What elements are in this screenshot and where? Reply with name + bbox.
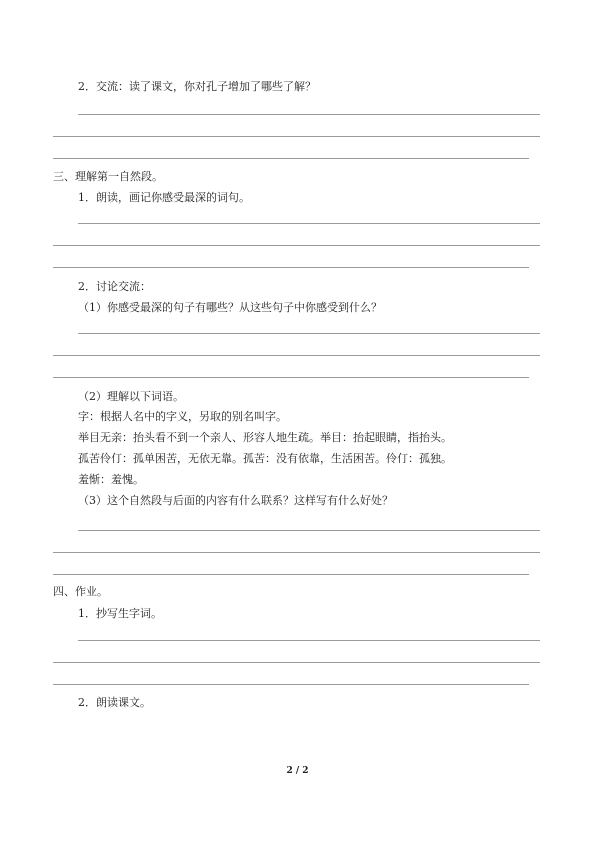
answer-line [53, 158, 529, 159]
answer-line [78, 114, 540, 115]
answer-line [78, 640, 540, 641]
question-discussion: 2．讨论交流： [78, 280, 151, 293]
section-heading-4: 四、作业。 [53, 585, 108, 598]
answer-line [53, 355, 540, 356]
homework-copy: 1．抄写生字词。 [78, 607, 162, 620]
answer-line [78, 333, 540, 334]
answer-line [53, 377, 529, 378]
question-interaction: 2．交流：读了课文，你对孔子增加了哪些了解？ [78, 80, 316, 93]
definition-jumuwuqin: 举目无亲：抬头看不到一个亲人、形容人地生疏。举目：抬起眼睛，指抬头。 [78, 431, 452, 444]
answer-line [53, 684, 529, 685]
answer-line [53, 267, 529, 268]
question-read-aloud: 1．朗读，画记你感受最深的词句。 [78, 191, 250, 204]
answer-line [78, 530, 540, 531]
definition-xiucan: 羞惭：羞愧。 [78, 473, 144, 486]
homework-read: 2．朗读课文。 [78, 696, 151, 709]
section-heading-3: 三、理解第一自然段。 [53, 170, 163, 183]
definition-zi: 字：根据人名中的字义，另取的别名叫字。 [78, 410, 287, 423]
answer-line [53, 552, 540, 553]
sub-question-1: （1）你感受最深的句子有哪些？从这些句子中你感受到什么？ [78, 301, 382, 314]
definition-gukulingding: 孤苦伶仃：孤单困苦，无依无靠。孤苦：没有依靠，生活困苦。伶仃：孤独。 [78, 452, 452, 465]
sub-question-3: （3）这个自然段与后面的内容有什么联系？这样写有什么好处？ [78, 494, 393, 507]
answer-line [53, 662, 540, 663]
page-number: 2 / 2 [286, 766, 309, 776]
answer-line [53, 574, 529, 575]
sub-question-2: （2）理解以下词语。 [78, 390, 184, 403]
answer-line [53, 245, 540, 246]
answer-line [78, 223, 540, 224]
answer-line [53, 136, 540, 137]
